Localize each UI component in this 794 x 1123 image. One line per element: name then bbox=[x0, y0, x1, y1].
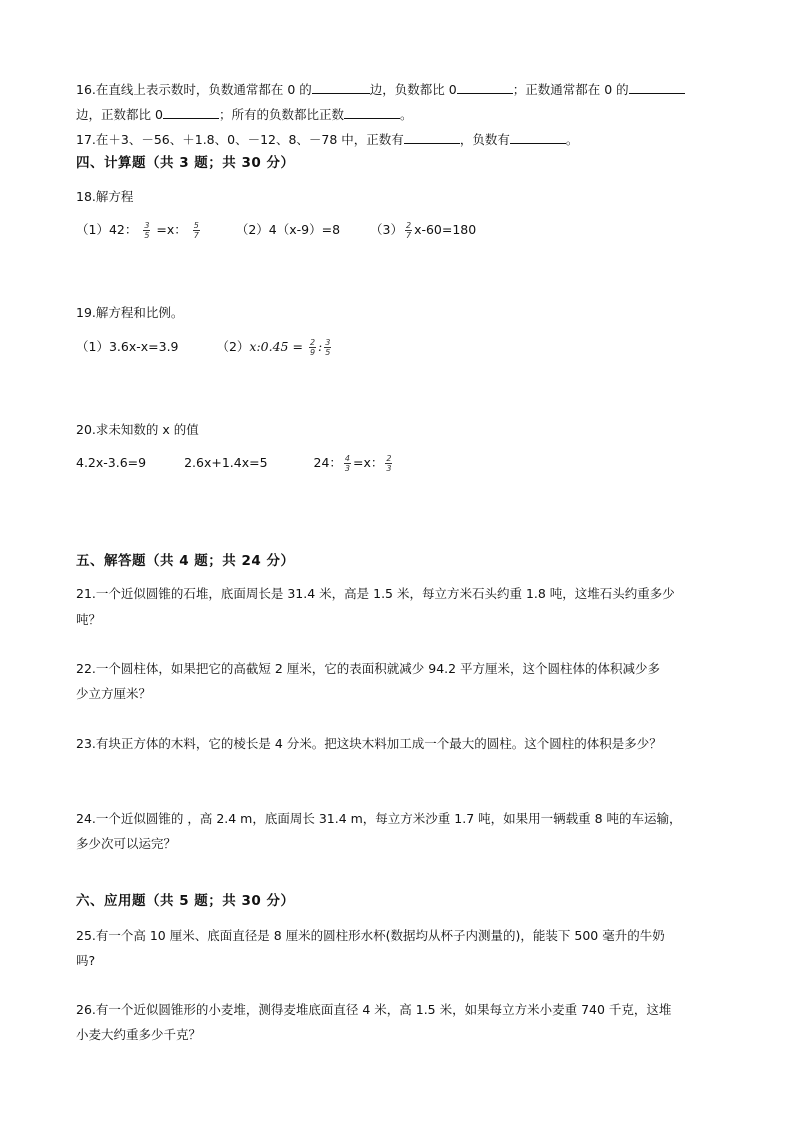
section-6-heading: 六、应用题（共 5 题；共 30 分） bbox=[76, 893, 295, 909]
q16-text-1a: 16.在直线上表示数时，负数通常都在 0 的 bbox=[76, 82, 312, 97]
section-5-heading: 五、解答题（共 4 题；共 24 分） bbox=[76, 553, 295, 569]
q22-line-2: 少立方厘米？ bbox=[76, 686, 152, 701]
q16-line-1 bbox=[76, 81, 685, 98]
q18-equations bbox=[76, 220, 476, 240]
q16-blank-1[interactable] bbox=[312, 81, 370, 94]
q26-line-2: 小麦大约重多少千克？ bbox=[76, 1027, 202, 1042]
q19-frac-1: $\frac{2}{9}$ bbox=[309, 338, 316, 357]
q24-line-1: 24.一个近似圆锥的 ，高 2.4 m，底面周长 31.4 m，每立方米沙重 1.7 吨，如果用一辆载重 8 吨的车运输， bbox=[76, 811, 682, 826]
q17-text-a: 17.在＋3、－56、＋1.8、0、－12、8、－78 中，正数有 bbox=[76, 132, 404, 147]
q16-blank-5[interactable] bbox=[344, 106, 400, 119]
q19-eq2-b: x:0.45 = bbox=[249, 339, 303, 354]
q18-eq1-a: （1）42： bbox=[76, 222, 138, 237]
q26-line-1: 26.有一个近似圆锥形的小麦堆，测得麦堆底面直径 4 米，高 1.5 米，如果每立方米小麦重 740 千克，这堆 bbox=[76, 1002, 672, 1017]
q17-blank-positive[interactable] bbox=[404, 131, 460, 144]
q16-text-1c: ；正数通常都在 0 的 bbox=[512, 82, 629, 97]
q20-title: 20.求未知数的 x 的值 bbox=[76, 422, 199, 437]
q19-colon: : bbox=[318, 339, 323, 354]
q20-equations bbox=[76, 453, 394, 473]
q23-line-1: 23.有块正方体的木料，它的棱长是 4 分米。把这块木料加工成一个最大的圆柱。这个圆柱的体积是多少？ bbox=[76, 736, 662, 751]
q19-eq2-a: （2） bbox=[216, 339, 250, 354]
q17-line bbox=[76, 131, 578, 148]
q16-text-2b: ；所有的负数都比正数 bbox=[218, 107, 344, 122]
q21-line-1: 21.一个近似圆锥的石堆，底面周长是 31.4 米，高是 1.5 米，每立方米石头约重 1.8 吨，这堆石头约重多少 bbox=[76, 586, 675, 601]
q21-line-2: 吨？ bbox=[76, 612, 102, 627]
q18-frac-3: $\frac{2}{7}$ bbox=[405, 221, 412, 240]
q16-text-2c: 。 bbox=[399, 107, 413, 122]
q16-line-2 bbox=[76, 106, 412, 123]
q19-eq1: （1）3.6x-x=3.9 bbox=[76, 339, 179, 354]
q16-blank-2[interactable] bbox=[457, 81, 513, 94]
q17-blank-negative[interactable] bbox=[510, 131, 566, 144]
q16-blank-3[interactable] bbox=[629, 81, 685, 94]
q20-frac-1: $\frac{4}{3}$ bbox=[344, 454, 350, 473]
q20-frac-2: $\frac{2}{3}$ bbox=[386, 454, 392, 473]
q22-line-1: 22.一个圆柱体，如果把它的高截短 2 厘米，它的表面积就减少 94.2 平方厘米，这个圆柱体的体积减少多 bbox=[76, 661, 661, 676]
q18-title: 18.解方程 bbox=[76, 189, 134, 204]
q16-text-1b: 边，负数都比 0 bbox=[369, 82, 457, 97]
q18-frac-1: $\frac{3}{5}$ bbox=[144, 221, 150, 240]
q19-frac-2: $\frac{3}{5}$ bbox=[325, 338, 331, 357]
q20-eq2: 2.6x+1.4x=5 bbox=[184, 455, 268, 470]
q16-text-2a: 边，正数都比 0 bbox=[76, 107, 163, 122]
q20-eq3-a: 24： bbox=[313, 455, 342, 470]
q25-line-1: 25.有一个高 10 厘米、底面直径是 8 厘米的圆柱形水杯(数据均从杯子内测量的)，能装下 500 毫升的牛奶 bbox=[76, 928, 665, 943]
q20-eq3-b: =x： bbox=[353, 455, 384, 470]
q19-equations bbox=[76, 337, 333, 357]
q18-frac-2: $\frac{5}{7}$ bbox=[193, 221, 199, 240]
q18-eq1-b: =x： bbox=[156, 222, 187, 237]
q19-title: 19.解方程和比例。 bbox=[76, 305, 184, 320]
q25-line-2: 吗? bbox=[76, 953, 96, 968]
q18-eq2: （2）4（x-9）=8 bbox=[235, 222, 341, 237]
section-4-heading: 四、计算题（共 3 题；共 30 分） bbox=[76, 155, 295, 171]
q16-blank-4[interactable] bbox=[163, 106, 219, 119]
q20-eq1: 4.2x-3.6=9 bbox=[76, 455, 147, 470]
q18-eq3-b: x-60=180 bbox=[414, 222, 477, 237]
q18-eq3-a: （3） bbox=[370, 222, 403, 237]
q24-line-2: 多少次可以运完？ bbox=[76, 836, 177, 851]
q17-text-c: 。 bbox=[565, 132, 579, 147]
q17-text-b: ，负数有 bbox=[459, 132, 510, 147]
